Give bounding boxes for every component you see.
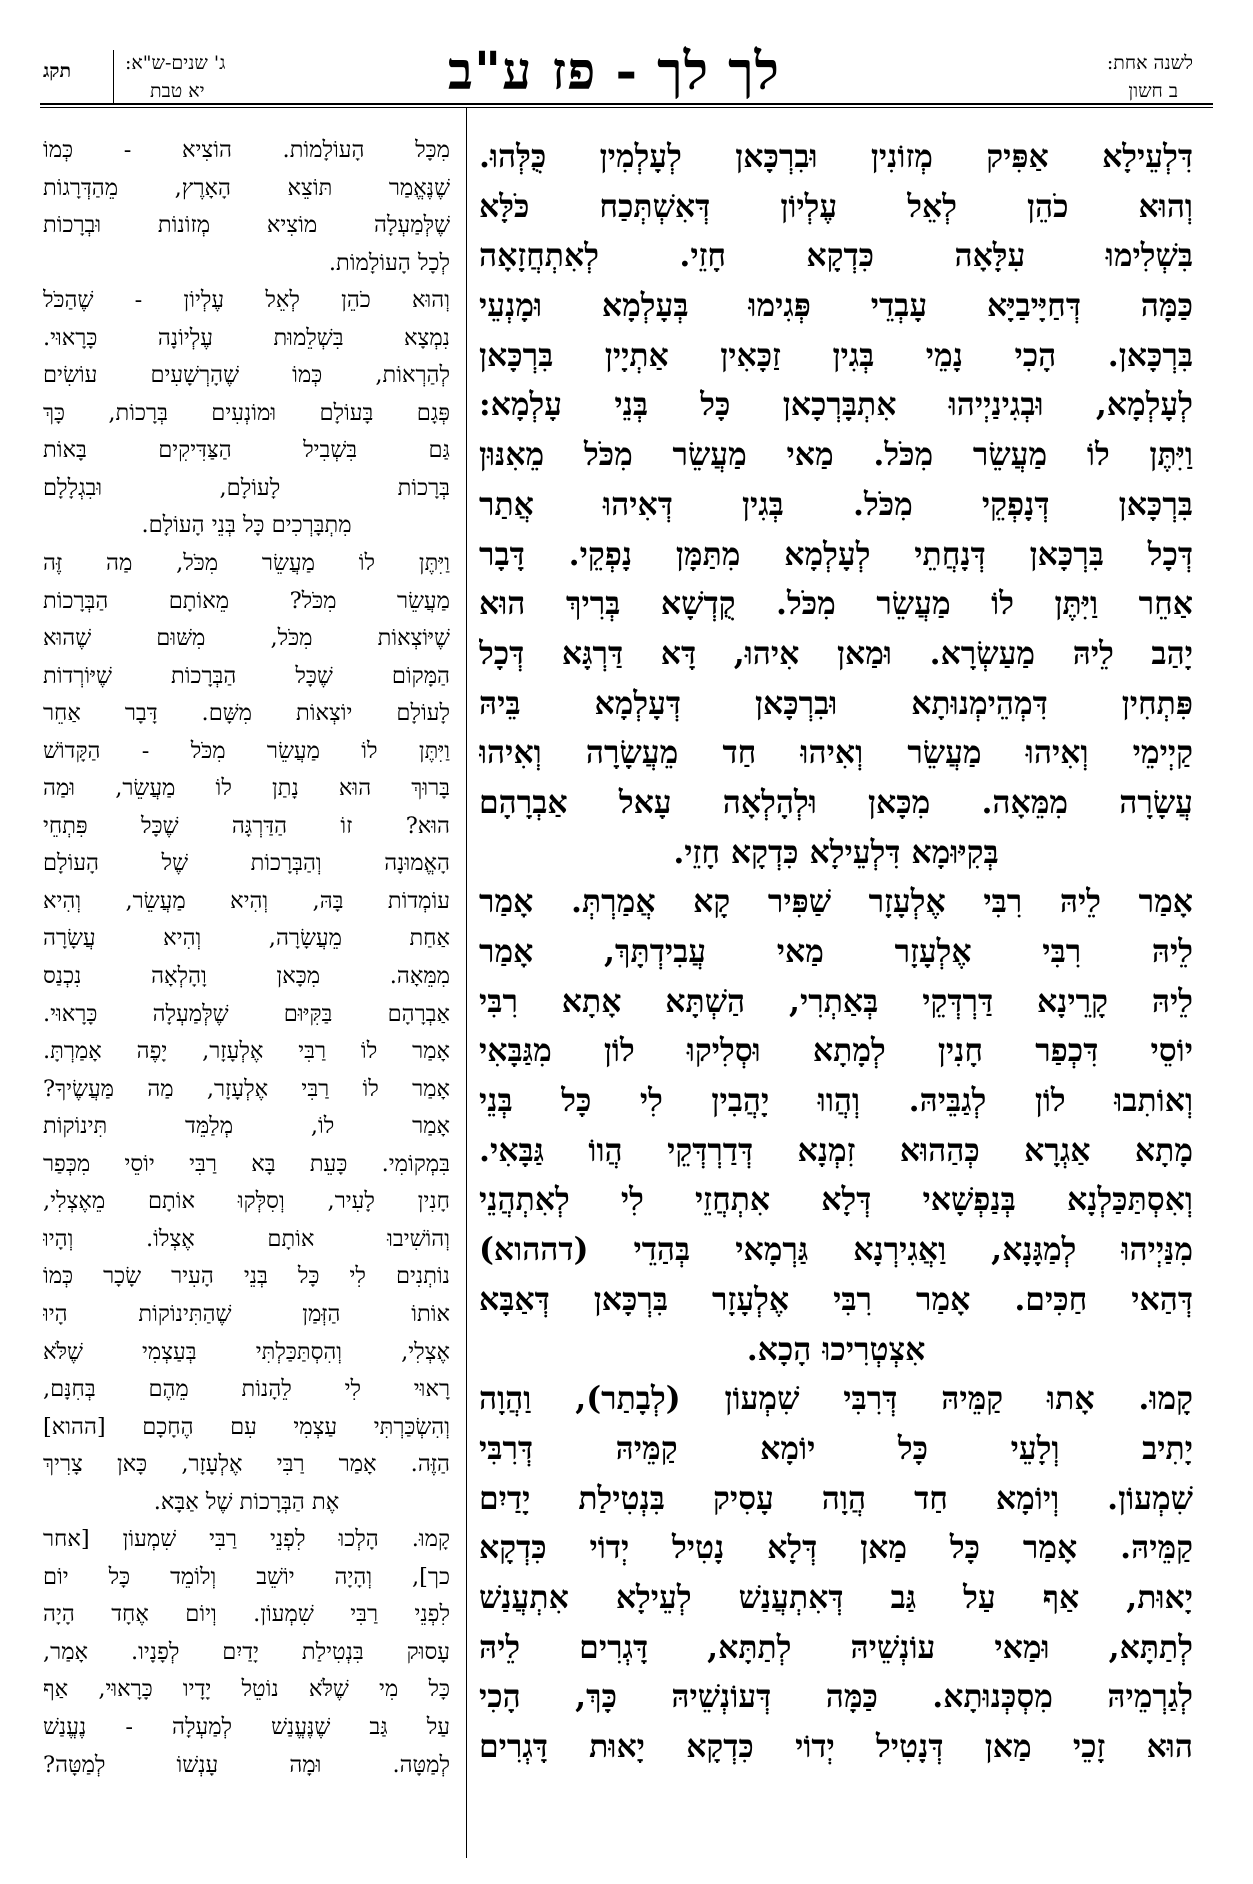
main-line: בְּקִיּוּמָא דִּלְעֵילָא כִּדְקָא חָזֵי. [673,833,999,871]
side-line: אָמַר לוֹ רַבִּי אֶלְעָזָר, מַה מַּעֲשֶׂיךָ? [43,1075,450,1102]
side-line: מִכָּל הָעוֹלָמוֹת. הוֹצִיא - כְּמוֹ [43,137,450,163]
main-line: יָאוּת, אַף עַל גַּב דְּאִתְעֲנַשׁ לְעֵילָא אִתְעֲנַשׁ [479,1578,1193,1616]
side-line: עוֹמְדוֹת בָּהּ, וְהִיא מַעֲשֵׂר, וְהִיא [43,887,450,914]
side-line: קָמוּ. הָלְכוּ לִפְנֵי רַבִּי שִׁמְעוֹן [אחר [43,1526,450,1553]
main-line: דְּכָל בִּרְכָּאן דְּנָחֲתֵי לְעָלְמָא מִתַּמָּן נָפְקֵי. דָּבָר [479,535,1193,573]
main-line: לְתַתָּא, וּמַאי עוֹנְשֵׁיהּ לְתַתָּא, דָּגְרִים לֵיהּ [479,1628,1193,1666]
side-line: רָאוּי לִי לֵהָנוֹת מֵהֶם בְּחִנָּם, [43,1376,450,1403]
side-line: כך], וְהָיָה יוֹשֵׁב וְלוֹמֵד כָּל יוֹם [43,1563,450,1590]
main-line: קַיְימֵי וְאִיהוּ מַעֲשֵׂר וְאִיהוּ חַד מֵעֲשָׂרָה וְאִיהוּ [479,734,1193,772]
header-rule-thin [40,107,1213,108]
side-line: מִמֵּאָה. מִכָּאן וָהָלְאָה נִכְנַס [43,963,450,990]
side-line: כָּל מִי שֶׁלֹּא נוֹטֵל יָדָיו כָּרָאוּי, אַף [43,1676,450,1703]
side-line: לְהַרְאוֹת, כְּמוֹ שֶׁהָרְשָׁעִים עוֹשִׂים [43,362,450,389]
side-line: אוֹתוֹ הַזְּמַן שֶׁהַתִּינוֹקוֹת הָיוּ [43,1300,450,1327]
side-line: נוֹתְנִים לִי כָּל בְּנֵי הָעִיר שָׂכָר כְּמוֹ [43,1263,450,1290]
side-line: אָמַר לוֹ רַבִּי אֶלְעָזָר, יָפֶה אָמַרְתָּ. [43,1038,450,1065]
side-line: נִמְצָא בִּשְׁלֵמוּת עֶלְיוֹנָה כָּרָאוּי. [43,324,450,351]
translation-column [43,132,450,1784]
main-line: וְאִסְתַּכַּלְנָא בְּנַפְשָׁאי דְּלָא אִתְחֲזֵי לִי לְאִתְהֲנֵי [479,1181,1193,1219]
side-line: וְהוֹשִׁיבוּ אוֹתָם אֶצְלוֹ. וְהָיוּ [43,1225,450,1252]
side-line: אַבְרָהָם בַּקִּיּוּם שֶׁלְּמַעְלָה כָּרָאוּי. [43,1000,450,1027]
main-line: וְהוּא כֹהֵן לְאֵל עֶלְיוֹן דְּאִשְׁתְּכַח כֹּלָּא [479,187,1193,225]
side-line: שֶׁיּוֹצְאוֹת מִכֹּל, מִשּׁוּם שֶׁהוּא [43,625,450,652]
side-line: הַזֶּה. אָמַר רַבִּי אֶלְעָזָר, כָּאן צָרִיךְ [43,1451,450,1478]
main-line: יָהַב לֵיהּ מַעַשְׂרָא. וּמַאן אִיהוּ, דָּא דַּרְגָּא דְּכָל [479,634,1193,672]
main-line: וַיִּתֶּן לוֹ מַעֲשֵׂר מִכֹּל. מַאי מַעֲשֵׂר מִכֹּל מֵאִנּוּן [479,436,1193,474]
side-line: בָּרוּךְ הוּא נָתַן לוֹ מַעֲשֵׂר, וּמַה [43,775,450,802]
side-line: שֶׁלְּמַעְלָה מוֹצִיא מְזוֹנוֹת וּבְרָכוֹת [43,212,450,239]
side-line: הָאֱמוּנָה וְהַבְּרָכוֹת שֶׁל הָעוֹלָם [43,850,450,877]
side-line: וְהִשְׂכַּרְתִּי עַצְמִי עִם הֶחָכָם [ההוא] [43,1413,450,1440]
main-line: בִּרְכָּאן דְּנָפְקֵי מִכֹּל. בְּגִין דְּאִיהוּ אֲתַר [479,485,1193,523]
side-line: מִתְבָּרְכִים כָּל בְּנֵי הָעוֹלָם. [141,512,352,539]
side-line: לְכָל הָעוֹלָמוֹת. [328,249,450,276]
header-left-line2: יא טבת [150,80,205,102]
side-line: בִּמְקוֹמִי. כָּעֵת בָּא רַבִּי יוֹסֵי מִכְּפַר [43,1150,450,1177]
main-line: מָתָא אַגְרָא כְּהַהוּא זִמְנָא דְּדַרְדְּקֵי הֲווֹ גַּבָּאִי. [479,1131,1193,1169]
side-line: פְּגָם בָּעוֹלָם וּמוֹנְעִים בְּרָכוֹת, כָּךְ [43,399,450,426]
main-line: יוֹסֵי דִּכְפַר חָנִין לְמָתָא וּסְלִיקוּ לוֹן מִגַּבָּאִי [479,1032,1193,1070]
main-line: דִּלְעֵילָא אַפִּיק מְזוֹנִין וּבִרְכָּאן לְעָלְמִין כֻּלְּהוּ. [479,138,1193,175]
side-line: חָנִין לָעִיר, וְסִלְּקוּ אוֹתָם מֵאֶצְלִי, [43,1188,450,1215]
main-line: פִּתְחִין דִּמְהֵימְנוּתָא וּבִרְכָּאן דְּעָלְמָא בֵּיהּ [479,684,1193,722]
header-right-line1: לשנה אחת: [1106,52,1193,74]
side-line: וְהוּא כֹהֵן לְאֵל עֶלְיוֹן - שֶׁהַכֹּל [43,287,450,314]
side-line: בְּרָכוֹת לָעוֹלָם, וּבִגְלָלָם [43,474,450,501]
side-line: וַיִּתֶּן לוֹ מַעֲשֵׂר מִכֹּל - הַקָּדוֹשׁ [43,737,450,764]
main-line: מִנַּיְיהוּ לְמַגָּנָא, וַאֲגִירְנָא גַּרְמָאי בְּהַדֵי (דההוא) [479,1231,1193,1269]
main-line: לְגַרְמֵיהּ מִסְכְּנוּתָא. כַּמָּה דְּעוֹנְשֵׁיהּ כָּךְ, הָכִי [479,1678,1193,1716]
side-line: אֶצְלִי, וְהִסְתַּכַּלְתִּי בְּעַצְמִי שֶׁלֹּא [43,1338,450,1365]
header-left-line1: ג' שנים-ש"א: [125,52,226,74]
side-line: לָעוֹלָם יוֹצְאוֹת מִשָּׁם. דָּבָר אַחֵר [43,700,450,727]
main-line: קַמֵּיהּ. אָמַר כָּל מַאן דְּלָא נָטִיל יְדוֹי כִּדְקָא [479,1529,1193,1567]
column-divider [466,108,467,1858]
main-line: לְעָלְמָא, וּבְגִינַיְיהוּ אִתְבָּרְכָאן כָּל בְּנֵי עָלְמָא: [479,386,1193,424]
side-line: מַעֲשֵׂר מִכֹּל? מֵאוֹתָם הַבְּרָכוֹת [43,587,450,614]
side-line: אֶת הַבְּרָכוֹת שֶׁל אַבָּא. [153,1488,340,1515]
main-line: יָתִיב וְלָעֵי כָּל יוֹמָא קַמֵּיהּ דְּרִבִּי [479,1429,1193,1467]
side-line: גַּם בִּשְׁבִיל הַצַּדִּיקִים בָּאוֹת [43,437,450,464]
side-line: לִפְנֵי רַבִּי שִׁמְעוֹן. וְיוֹם אֶחָד הָיָה [43,1601,450,1628]
side-line: הַמָּקוֹם שֶׁכָּל הַבְּרָכוֹת שֶׁיּוֹרְדוֹת [43,662,450,689]
main-text-column [479,132,1193,1772]
main-line: לֵיהּ קָרֵינָא דַּרְדְּקֵי בְּאַתְרִי, הַשְׁתָּא אָתָא רִבִּי [479,982,1193,1020]
side-line: עָסוּק בִּנְטִילַת יָדַיִם לְפָנָיו. אָמַר, [43,1638,450,1665]
page-title: לך לך - פז ע"ב [447,41,780,102]
main-line: דְּהַאי חַכִּים. אָמַר רִבִּי אֶלְעָזָר בִּרְכָּאן דְּאַבָּא [479,1280,1193,1318]
main-line: קָמוּ. אָתוּ קַמֵּיהּ דְּרִבִּי שִׁמְעוֹן (לְבָתַר), וַהֲוָה [479,1380,1193,1418]
main-line: אָמַר לֵיהּ רִבִּי אֶלְעָזָר שַׁפִּיר קָא אֲמַרְתְּ. אָמַר [479,883,1193,921]
main-line: וְאוֹתִבוּ לוֹן לְגַבֵּיהּ. וְהֲווּ יָהֲבִין לִי כָּל בְּנֵי [479,1082,1193,1120]
header-divider-left [113,50,114,103]
header-rule [40,103,1213,105]
main-line: כַּמָּה דְּחַיָּיבַיָּא עָבְדֵי פְּגִימוּ בְּעָלְמָא וּמָנְעֵי [479,287,1193,325]
side-line: וַיִּתֶּן לוֹ מַעֲשֵׂר מִכֹּל, מַה זֶּה [43,550,450,577]
main-line: אִצְטְרִיכוּ הָכָא. [746,1330,926,1368]
side-line: אָמַר לוֹ, מְלַמֵּד תִּינוֹקוֹת [43,1113,450,1140]
side-line: שֶׁנֶּאֱמַר תּוֹצֵא הָאָרֶץ, מֵהַדְּרָגוֹת [43,174,450,201]
main-line: בִּשְׁלִימוּ עִלָּאָה כִּדְקָא חָזֵי. לְאִתְחֲזָאָה [479,237,1193,275]
main-line: אַחֵר וַיִּתֶּן לוֹ מַעֲשֵׂר מִכֹּל. קֻדְשָׁא בְּרִיךְ הוּא [479,585,1193,623]
page-number: תקג [43,60,72,82]
side-line: לְמַטָּה. וּמָה עָנְשׁוֹ לְמַטָּה? [43,1751,450,1778]
main-line: שִׁמְעוֹן. וְיוֹמָא חַד הֲוָה עָסִיק בִּנְטִילַת יָדַיִם [479,1479,1193,1517]
main-line: הוּא זָכֵי מַאן דְּנָטִיל יְדוֹי כִּדְקָא יָאוּת דָּגְרִים [479,1728,1193,1765]
side-line: הוּא? זוֹ הַדַּרְגָּה שֶׁכָּל פִּתְחֵי [43,812,450,839]
main-line: לֵיהּ רִבִּי אֶלְעָזָר מַאי עֲבִידְתָּךְ, אָמַר [479,933,1193,970]
side-line: אַחַת מֵעֲשָׂרָה, וְהִיא עֲשָׂרָה [43,925,450,952]
main-line: בִּרְכָּאן. הָכִי נָמֵי בְּגִין זַכָּאִין אַתְיָין בִּרְכָּאן [479,336,1193,374]
side-line: עַל גַּב שֶׁנֶּעֱנַשׁ לְמַעְלָה - נֶעֱנַשׁ [43,1713,450,1740]
main-line: עֲשָׂרָה מִמֵּאָה. מִכָּאן וּלְהָלְאָה עָאל אַבְרָהָם [479,783,1193,821]
header-right-line2: ב חשון [1128,80,1178,102]
